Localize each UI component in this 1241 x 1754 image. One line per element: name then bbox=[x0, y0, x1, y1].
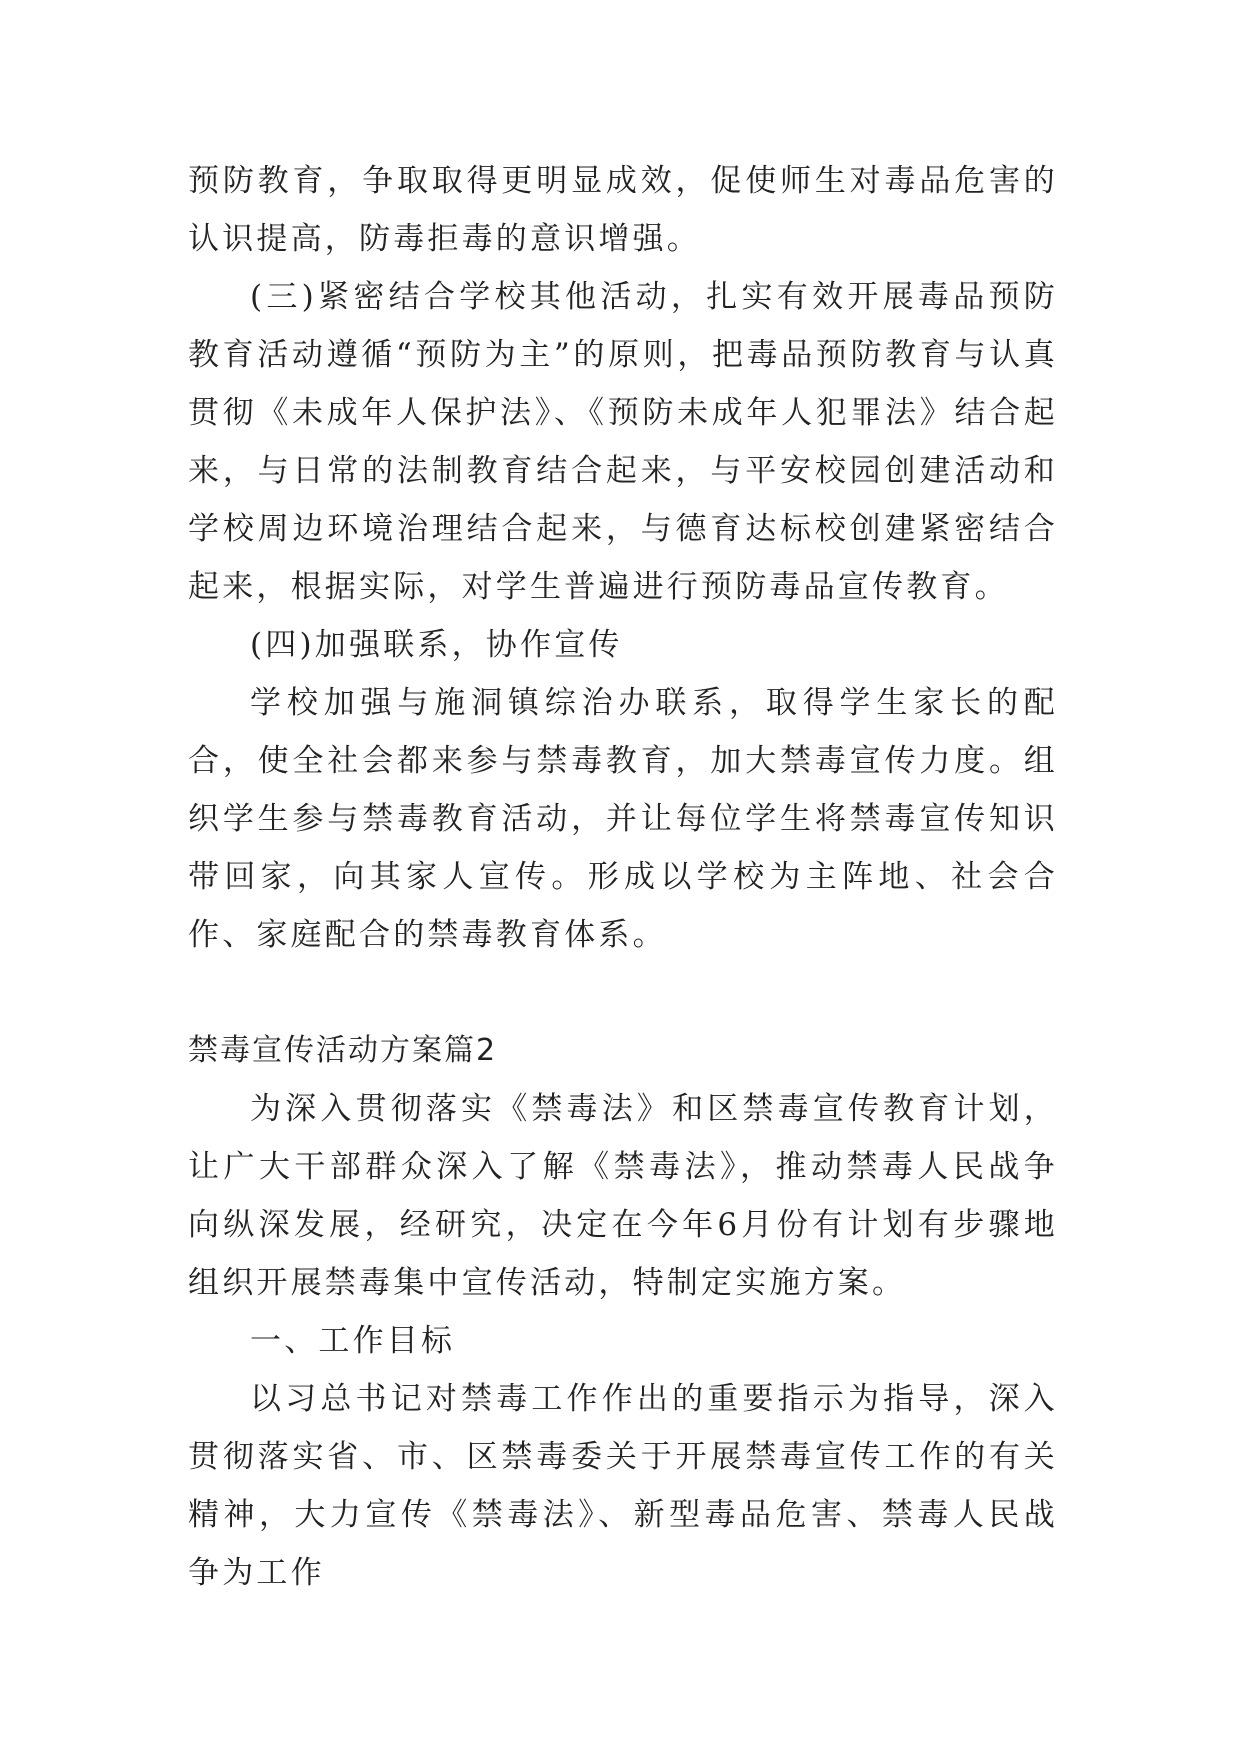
paragraph-section-three: (三)紧密结合学校其他活动，扎实有效开展毒品预防教育活动遵循“预防为主”的原则，把毒品预防教育与认真贯彻《未成年人保护法》、《预防未成年人犯罪法》结合起来，与日常的法制教育结合起来，与平安校园创建活动和学校周边环境治理结合起来，与德育达标校创建紧密结合起来，根据实际，对学生普遍进行预防毒品宣传教育。 bbox=[188, 279, 1058, 605]
paragraph-goal-body: 以习总书记对禁毒工作作出的重要指示为指导，深入贯彻落实省、市、区禁毒委关于开展禁毒宣传工作的有关精神，大力宣传《禁毒法》、新型毒品危害、禁毒人民战争为工作 bbox=[188, 1381, 1058, 1591]
document-body bbox=[188, 152, 1058, 1602]
paragraph-continuation: 预防教育，争取取得更明显成效，促使师生对毒品危害的认识提高，防毒拒毒的意识增强。 bbox=[188, 163, 1058, 257]
paragraph-section-four-body: 学校加强与施洞镇综治办联系，取得学生家长的配合，使全社会都来参与禁毒教育，加大禁毒宣传力度。组织学生参与禁毒教育活动，并让每位学生将禁毒宣传知识带回家，向其家人宣传。形成以学校为主阵地、社会合作、家庭配合的禁毒教育体系。 bbox=[188, 685, 1058, 953]
paragraph-intro: 为深入贯彻落实《禁毒法》和区禁毒宣传教育计划，让广大干部群众深入了解《禁毒法》，推动禁毒人民战争向纵深发展，经研究，决定在今年6月份有计划有步骤地组织开展禁毒集中宣传活动，特制定实施方案。 bbox=[188, 1091, 1058, 1301]
article-heading: 禁毒宣传活动方案篇2 bbox=[188, 1033, 498, 1068]
paragraph-section-four-heading: (四)加强联系，协作宣传 bbox=[250, 627, 623, 663]
paragraph-goal-heading: 一、工作目标 bbox=[250, 1323, 456, 1359]
